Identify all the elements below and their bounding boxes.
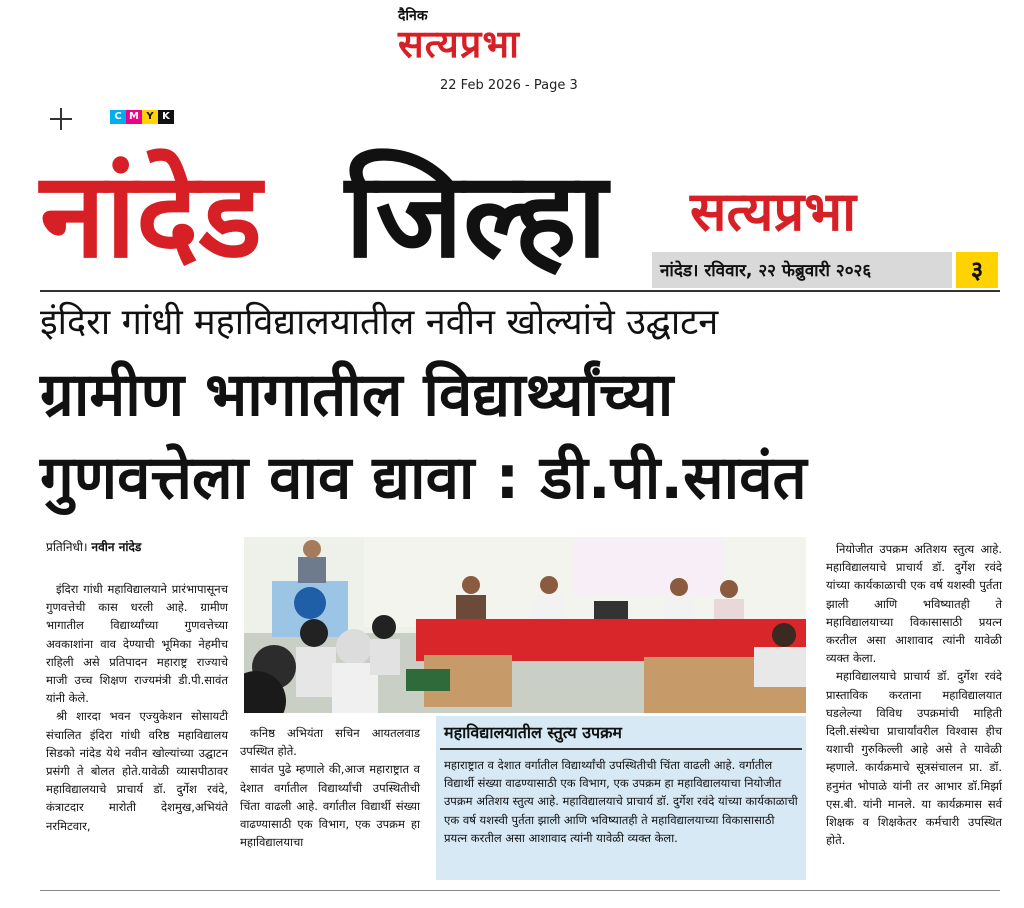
- sidebar-box-title: महाविद्यालयातील स्तुत्य उपक्रम: [444, 723, 622, 742]
- article-headline-line-2: गुणवत्तेला वाव द्यावा : डी.पी.सावंत: [40, 443, 807, 513]
- cmyk-swatch-cyan: C: [110, 110, 126, 124]
- page-date-label: 22 Feb 2026 - Page 3: [440, 78, 578, 93]
- article-paragraph: महाविद्यालयाचे प्राचार्य डॉ. दुर्गेश रवंदे प्रास्ताविक करताना महाविद्यालयात घडलेल्या विविध उपक्रमांची माहिती दिली.संस्थेचा प्राचार्यांवरील विश्वास हीच यशाची गुरुकिल्ली आहे असे ते यावेळी म्हणाले. कार्यक्रमाचे सूत्रसंचालन प्रा. डॉ. हनुमंत भोपाळे यांनी तर आभार डॉ.मिर्झा एस.बी. यांनी मानले. या कार्यक्रमास सर्व शिक्षक व शिक्षकेतर कर्मचारी उपस्थित होते.: [826, 669, 1002, 848]
- article-paragraph: श्री शारदा भवन एज्युकेशन सोसायटी संचालित इंदिरा गांधी वरिष्ठ महाविद्यालय सिडको नांदेड येथे नवीन खोल्यांच्या उद्घाटन प्रसंगी ते बोलत होते.यावेळी व्यासपीठावर महाविद्यालयाचे प्राचार्य डॉ. दुर्गेश रवंदे, कंत्राटदार मारोती देशमुख,अभियंते नरमिटवार,: [46, 709, 228, 833]
- cmyk-swatch-yellow: Y: [142, 110, 158, 124]
- article-kicker: इंदिरा गांधी महाविद्यालयातील नवीन खोल्यांचे उद्घाटन: [40, 302, 719, 343]
- page-number-badge: ३: [956, 252, 998, 288]
- masthead-logo: सत्यप्रभा: [398, 22, 520, 66]
- article-column-1: [46, 580, 228, 835]
- article-paragraph: कनिष्ठ अभियंता सचिन आयतलवाड उपस्थित होते.: [240, 726, 420, 759]
- article-byline: [46, 538, 141, 555]
- article-paragraph: इंदिरा गांधी महाविद्यालयाने प्रारंभापासूनच गुणवत्तेची कास धरली आहे. ग्रामीण भागातील विद्यार्थ्यांच्या गुणवत्तेच्या अवकाशांना वाव देण्याची भूमिका नेहमीच राहिली असे प्रतिपादन महाराष्ट्र राज्याचे माजी उच्च शिक्षण राज्यमंत्री डी.पी.सावंत यांनी केले.: [46, 582, 228, 706]
- section-title-red: नांदेड: [40, 146, 262, 284]
- byline-place: नवीन नांदेड: [91, 540, 142, 554]
- cmyk-swatch-black: K: [158, 110, 174, 124]
- sidebar-box-body: महाराष्ट्रात व देशात वर्गातील विद्यार्थ्यांची उपस्थितीची चिंता वाढली आहे. वर्गातील विद्यार्थी संख्या वाढण्यासाठी एक विभाग, एक उपक्रम हा महाविद्यालयाचा नियोजीत उपक्रम अतिशय स्तुत्य आहे. महाविद्यालयाचे प्राचार्य डॉ. दुर्गेश रवंदे यांच्या कार्यकाळाची एक वर्ष यशस्वी पुर्तता झाली आणि भविष्यातही ते महाविद्यालयाच्या विकासासाठी प्रयत्न करतील असा आशावाद त्यांनी यावेळी व्यक्त केला.: [444, 758, 798, 845]
- masthead-small-label: दैनिक: [398, 8, 428, 24]
- article-paragraph: सावंत पुढे म्हणाले की,आज महाराष्ट्रात व देशात वर्गातील विद्यार्थ्यांची उपस्थितीची चिंता वाढली आहे. वर्गातील विद्यार्थी संख्या वाढण्यासाठी एक विभाग, एक उपक्रम हा महाविद्यालयाचा: [240, 762, 420, 850]
- event-photo-illustration: [244, 537, 806, 713]
- event-photo: [244, 537, 806, 713]
- article-column-2: [240, 724, 420, 851]
- byline-prefix: प्रतिनिधी।: [46, 540, 88, 554]
- dateline: नांदेड। रविवार, २२ फेब्रुवारी २०२६: [660, 261, 872, 281]
- article-paragraph: नियोजीत उपक्रम अतिशय स्तुत्य आहे. महाविद्यालयाचे प्राचार्य डॉ. दुर्गेश रवंदे यांच्या कार्यकाळाची एक वर्ष यशस्वी पुर्तता झाली आणि भविष्यातही ते महाविद्यालयाच्या विकासासाठी प्रयत्न करतील असा आशावाद त्यांनी यावेळी व्यक्त केला.: [826, 542, 1002, 666]
- registration-mark-icon: [50, 108, 72, 130]
- article-column-4: [826, 540, 1002, 849]
- section-title-black: जिल्हा: [345, 146, 608, 284]
- cmyk-swatch-magenta: M: [126, 110, 142, 124]
- divider: [40, 290, 1000, 292]
- divider: [440, 748, 802, 750]
- article-headline-line-1: ग्रामीण भागातील विद्यार्थ्यांच्या: [40, 360, 674, 430]
- divider: [40, 890, 1000, 891]
- brand-logo: सत्यप्रभा: [690, 180, 857, 243]
